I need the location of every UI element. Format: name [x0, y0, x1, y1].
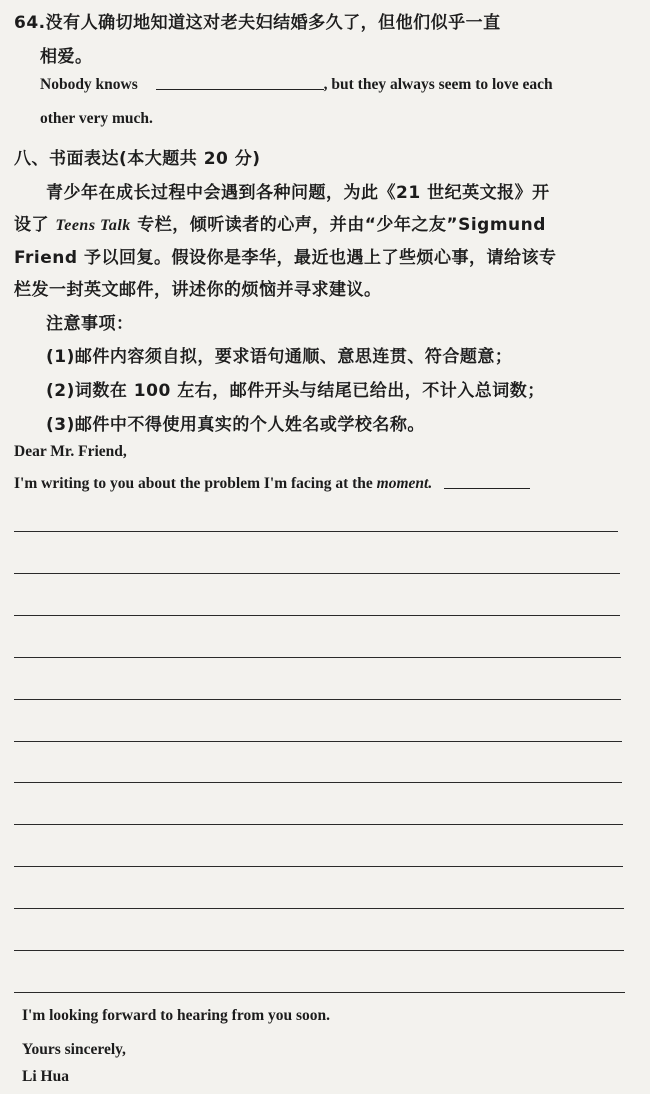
writing-line[interactable]	[14, 782, 622, 783]
letter-closing: I'm looking forward to hearing from you soon.	[22, 1007, 331, 1024]
writing-line[interactable]	[14, 741, 622, 742]
section-paragraph-line4: 栏发一封英文邮件，讲述你的烦恼并寻求建议。	[14, 280, 382, 300]
question-64-chinese-line1: 64.没有人确切地知道这对老夫妇结婚多久了，但他们似乎一直	[14, 13, 501, 33]
writing-line[interactable]	[14, 992, 625, 993]
letter-sign-off: Yours sincerely,	[22, 1041, 126, 1058]
question-64-english-line2: other very much.	[40, 110, 153, 127]
note-item-1: (1)邮件内容须自拟，要求语句通顺、意思连贯、符合题意；	[46, 347, 513, 367]
answer-blank-64[interactable]	[156, 88, 324, 90]
section-paragraph-line2: 设了 Teens Talk 专栏，倾听读者的心声，并由“少年之友”Sigmund	[14, 215, 546, 235]
section-paragraph-line1: 青少年在成长过程中会遇到各种问题，为此《21 世纪英文报》开	[46, 183, 550, 203]
writing-line[interactable]	[14, 615, 620, 616]
writing-blank-first[interactable]	[444, 487, 530, 489]
writing-line[interactable]	[14, 531, 618, 532]
writing-line[interactable]	[14, 699, 621, 700]
notes-title: 注意事项：	[46, 314, 134, 334]
letter-signature: Li Hua	[22, 1068, 69, 1085]
letter-greeting: Dear Mr. Friend,	[14, 443, 127, 460]
question-64-english-line1: Nobody knows , but they always seem to love each	[40, 76, 553, 93]
writing-line[interactable]	[14, 866, 623, 867]
question-64-chinese-line2: 相爱。	[40, 47, 93, 67]
writing-line[interactable]	[14, 824, 623, 825]
section-paragraph-line3: Friend 予以回复。假设你是李华，最近也遇上了些烦心事，请给该专	[14, 248, 557, 268]
writing-line[interactable]	[14, 908, 624, 909]
writing-line[interactable]	[14, 657, 621, 658]
writing-line[interactable]	[14, 950, 624, 951]
note-item-3: (3)邮件中不得使用真实的个人姓名或学校名称。	[46, 415, 425, 435]
letter-opening-line: I'm writing to you about the problem I'm facing at the moment.	[14, 475, 634, 493]
section-heading: 八、书面表达(本大题共 20 分)	[14, 149, 261, 169]
writing-line[interactable]	[14, 573, 620, 574]
column-name: Teens Talk	[55, 217, 131, 234]
note-item-2: (2)词数在 100 左右，邮件开头与结尾已给出，不计入总词数；	[46, 381, 545, 401]
question-number: 64.	[14, 13, 46, 33]
